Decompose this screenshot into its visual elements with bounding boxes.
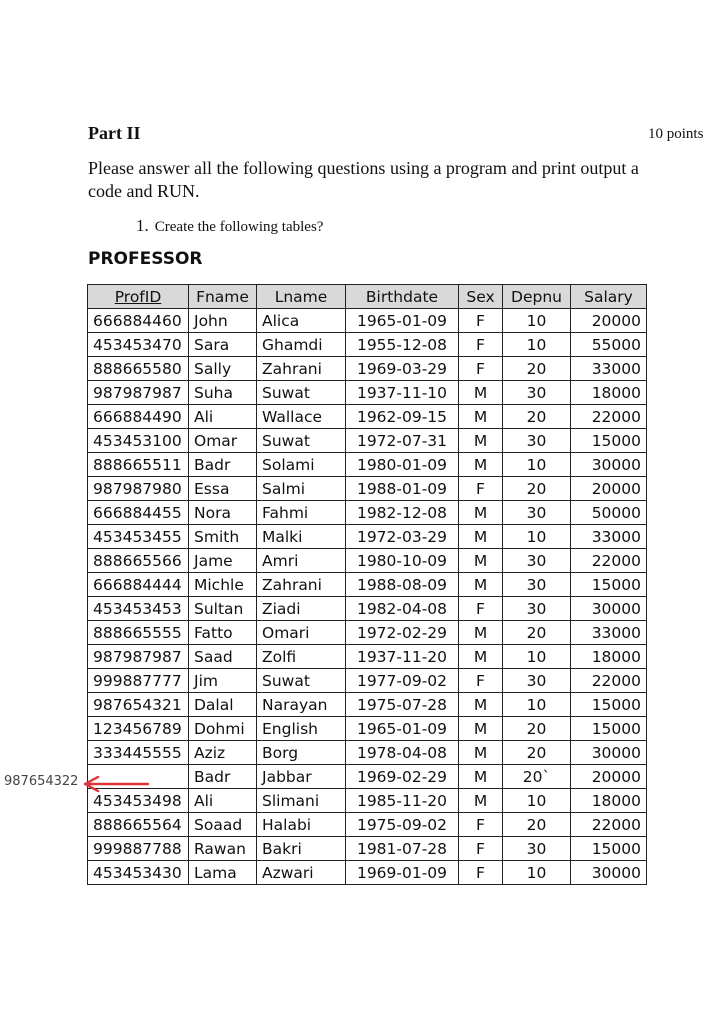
fname-cell: Jim bbox=[189, 669, 257, 693]
salary-cell: 30000 bbox=[571, 453, 647, 477]
question-number: 1. bbox=[136, 216, 149, 235]
depnu-cell: 20 bbox=[503, 405, 571, 429]
table-row bbox=[88, 813, 647, 837]
table-row bbox=[88, 669, 647, 693]
fname-cell: Sally bbox=[189, 357, 257, 381]
depnu-cell: 10 bbox=[503, 861, 571, 885]
lname-cell: Zolfi bbox=[257, 645, 346, 669]
salary-cell: 18000 bbox=[571, 381, 647, 405]
fname-cell: Smith bbox=[189, 525, 257, 549]
fname-cell: Soaad bbox=[189, 813, 257, 837]
birthdate-cell: 1972-03-29 bbox=[346, 525, 459, 549]
profid-cell: 333445555 bbox=[88, 741, 189, 765]
profid-cell: 987987987 bbox=[88, 381, 189, 405]
sex-cell: F bbox=[459, 861, 503, 885]
table-row bbox=[88, 741, 647, 765]
lname-cell: Alica bbox=[257, 309, 346, 333]
table-row bbox=[88, 621, 647, 645]
table-row bbox=[88, 501, 647, 525]
birthdate-cell: 1978-04-08 bbox=[346, 741, 459, 765]
column-header-profid: ProfID bbox=[88, 285, 189, 309]
salary-cell: 55000 bbox=[571, 333, 647, 357]
table-row bbox=[88, 333, 647, 357]
salary-cell: 33000 bbox=[571, 621, 647, 645]
lname-cell: English bbox=[257, 717, 346, 741]
depnu-cell: 30 bbox=[503, 837, 571, 861]
sex-cell: M bbox=[459, 693, 503, 717]
table-row bbox=[88, 717, 647, 741]
birthdate-cell: 1969-01-09 bbox=[346, 861, 459, 885]
fname-cell: Sara bbox=[189, 333, 257, 357]
salary-cell: 15000 bbox=[571, 693, 647, 717]
lname-cell: Ghamdi bbox=[257, 333, 346, 357]
question-text: Create the following tables? bbox=[154, 219, 324, 235]
table-title: PROFESSOR bbox=[88, 249, 203, 269]
lname-cell: Suwat bbox=[257, 429, 346, 453]
depnu-cell: 10 bbox=[503, 789, 571, 813]
birthdate-cell: 1965-01-09 bbox=[346, 309, 459, 333]
handwritten-id-annotation: 987654322 bbox=[4, 774, 79, 789]
professor-table bbox=[87, 284, 647, 885]
profid-cell: 888665580 bbox=[88, 357, 189, 381]
birthdate-cell: 1962-09-15 bbox=[346, 405, 459, 429]
salary-cell: 18000 bbox=[571, 789, 647, 813]
depnu-cell: 10 bbox=[503, 309, 571, 333]
depnu-cell: 30 bbox=[503, 501, 571, 525]
salary-cell: 50000 bbox=[571, 501, 647, 525]
salary-cell: 20000 bbox=[571, 765, 647, 789]
salary-cell: 15000 bbox=[571, 573, 647, 597]
depnu-cell: 10 bbox=[503, 333, 571, 357]
lname-cell: Zahrani bbox=[257, 573, 346, 597]
salary-cell: 15000 bbox=[571, 837, 647, 861]
salary-cell: 30000 bbox=[571, 861, 647, 885]
sex-cell: M bbox=[459, 405, 503, 429]
points-label: 10 points bbox=[648, 126, 704, 142]
sex-cell: M bbox=[459, 549, 503, 573]
fname-cell: Essa bbox=[189, 477, 257, 501]
table-row bbox=[88, 861, 647, 885]
table-row bbox=[88, 789, 647, 813]
salary-cell: 22000 bbox=[571, 405, 647, 429]
profid-cell: 999887788 bbox=[88, 837, 189, 861]
column-header-depnu: Depnu bbox=[503, 285, 571, 309]
birthdate-cell: 1980-10-09 bbox=[346, 549, 459, 573]
salary-cell: 22000 bbox=[571, 549, 647, 573]
table-row bbox=[88, 453, 647, 477]
fname-cell: Badr bbox=[189, 453, 257, 477]
salary-cell: 22000 bbox=[571, 813, 647, 837]
fname-cell: Lama bbox=[189, 861, 257, 885]
salary-cell: 18000 bbox=[571, 645, 647, 669]
depnu-cell: 20` bbox=[503, 765, 571, 789]
profid-cell: 453453455 bbox=[88, 525, 189, 549]
lname-cell: Azwari bbox=[257, 861, 346, 885]
profid-cell: 453453100 bbox=[88, 429, 189, 453]
birthdate-cell: 1985-11-20 bbox=[346, 789, 459, 813]
salary-cell: 22000 bbox=[571, 669, 647, 693]
sex-cell: M bbox=[459, 765, 503, 789]
birthdate-cell: 1937-11-20 bbox=[346, 645, 459, 669]
table-row bbox=[88, 573, 647, 597]
table-row bbox=[88, 381, 647, 405]
profid-cell: 987654321 bbox=[88, 693, 189, 717]
table-row bbox=[88, 309, 647, 333]
birthdate-cell: 1972-02-29 bbox=[346, 621, 459, 645]
profid-cell: 888665564 bbox=[88, 813, 189, 837]
sex-cell: F bbox=[459, 357, 503, 381]
lname-cell: Fahmi bbox=[257, 501, 346, 525]
depnu-cell: 10 bbox=[503, 693, 571, 717]
depnu-cell: 30 bbox=[503, 597, 571, 621]
fname-cell: Aziz bbox=[189, 741, 257, 765]
fname-cell: Saad bbox=[189, 645, 257, 669]
salary-cell: 30000 bbox=[571, 597, 647, 621]
instructions-text: Please answer all the following questions using a program and print output a code and RUN. bbox=[88, 158, 639, 201]
sex-cell: M bbox=[459, 453, 503, 477]
fname-cell: Dalal bbox=[189, 693, 257, 717]
table-header-row bbox=[88, 285, 647, 309]
fname-cell: Nora bbox=[189, 501, 257, 525]
part-title: Part II bbox=[88, 123, 141, 143]
depnu-cell: 20 bbox=[503, 717, 571, 741]
column-header-fname: Fname bbox=[189, 285, 257, 309]
fname-cell: Rawan bbox=[189, 837, 257, 861]
left-arrow-icon bbox=[80, 776, 150, 792]
depnu-cell: 20 bbox=[503, 621, 571, 645]
sex-cell: M bbox=[459, 429, 503, 453]
sex-cell: F bbox=[459, 333, 503, 357]
lname-cell: Wallace bbox=[257, 405, 346, 429]
table-row bbox=[88, 837, 647, 861]
fname-cell: Omar bbox=[189, 429, 257, 453]
birthdate-cell: 1975-07-28 bbox=[346, 693, 459, 717]
salary-cell: 33000 bbox=[571, 525, 647, 549]
table-row bbox=[88, 357, 647, 381]
lname-cell: Borg bbox=[257, 741, 346, 765]
lname-cell: Zahrani bbox=[257, 357, 346, 381]
birthdate-cell: 1975-09-02 bbox=[346, 813, 459, 837]
fname-cell: Fatto bbox=[189, 621, 257, 645]
sex-cell: M bbox=[459, 573, 503, 597]
fname-cell: Michle bbox=[189, 573, 257, 597]
sex-cell: M bbox=[459, 381, 503, 405]
salary-cell: 20000 bbox=[571, 477, 647, 501]
lname-cell: Omari bbox=[257, 621, 346, 645]
birthdate-cell: 1955-12-08 bbox=[346, 333, 459, 357]
profid-cell: 999887777 bbox=[88, 669, 189, 693]
table-row bbox=[88, 525, 647, 549]
sex-cell: F bbox=[459, 813, 503, 837]
profid-cell: 123456789 bbox=[88, 717, 189, 741]
column-header-lname: Lname bbox=[257, 285, 346, 309]
fname-cell: Suha bbox=[189, 381, 257, 405]
lname-cell: Ziadi bbox=[257, 597, 346, 621]
profid-cell: 453453453 bbox=[88, 597, 189, 621]
lname-cell: Halabi bbox=[257, 813, 346, 837]
fname-cell: John bbox=[189, 309, 257, 333]
depnu-cell: 30 bbox=[503, 549, 571, 573]
table-row bbox=[88, 693, 647, 717]
birthdate-cell: 1982-04-08 bbox=[346, 597, 459, 621]
column-header-salary: Salary bbox=[571, 285, 647, 309]
sex-cell: M bbox=[459, 621, 503, 645]
profid-cell: 666884455 bbox=[88, 501, 189, 525]
birthdate-cell: 1965-01-09 bbox=[346, 717, 459, 741]
table-row bbox=[88, 645, 647, 669]
sex-cell: F bbox=[459, 669, 503, 693]
profid-cell: 666884490 bbox=[88, 405, 189, 429]
profid-cell: 888665511 bbox=[88, 453, 189, 477]
table-row bbox=[88, 405, 647, 429]
table-row bbox=[88, 429, 647, 453]
depnu-cell: 20 bbox=[503, 477, 571, 501]
salary-cell: 30000 bbox=[571, 741, 647, 765]
question-item bbox=[136, 216, 323, 236]
profid-cell: 453453470 bbox=[88, 333, 189, 357]
sex-cell: M bbox=[459, 525, 503, 549]
sex-cell: M bbox=[459, 717, 503, 741]
lname-cell: Malki bbox=[257, 525, 346, 549]
birthdate-cell: 1972-07-31 bbox=[346, 429, 459, 453]
depnu-cell: 20 bbox=[503, 813, 571, 837]
column-header-birthdate: Birthdate bbox=[346, 285, 459, 309]
lname-cell: Solami bbox=[257, 453, 346, 477]
table-row bbox=[88, 597, 647, 621]
birthdate-cell: 1988-01-09 bbox=[346, 477, 459, 501]
profid-cell: 666884444 bbox=[88, 573, 189, 597]
birthdate-cell: 1969-02-29 bbox=[346, 765, 459, 789]
profid-cell: 987987987 bbox=[88, 645, 189, 669]
depnu-cell: 10 bbox=[503, 525, 571, 549]
sex-cell: F bbox=[459, 477, 503, 501]
sex-cell: F bbox=[459, 597, 503, 621]
depnu-cell: 10 bbox=[503, 453, 571, 477]
birthdate-cell: 1982-12-08 bbox=[346, 501, 459, 525]
fname-cell: Ali bbox=[189, 789, 257, 813]
lname-cell: Salmi bbox=[257, 477, 346, 501]
fname-cell: Ali bbox=[189, 405, 257, 429]
lname-cell: Slimani bbox=[257, 789, 346, 813]
profid-cell: 987987980 bbox=[88, 477, 189, 501]
profid-cell: 888665566 bbox=[88, 549, 189, 573]
salary-cell: 33000 bbox=[571, 357, 647, 381]
fname-cell: Jame bbox=[189, 549, 257, 573]
depnu-cell: 20 bbox=[503, 741, 571, 765]
birthdate-cell: 1980-01-09 bbox=[346, 453, 459, 477]
column-header-sex: Sex bbox=[459, 285, 503, 309]
sex-cell: M bbox=[459, 789, 503, 813]
lname-cell: Suwat bbox=[257, 669, 346, 693]
profid-cell: 888665555 bbox=[88, 621, 189, 645]
sex-cell: M bbox=[459, 645, 503, 669]
sex-cell: M bbox=[459, 741, 503, 765]
sex-cell: F bbox=[459, 309, 503, 333]
salary-cell: 15000 bbox=[571, 429, 647, 453]
lname-cell: Bakri bbox=[257, 837, 346, 861]
table-row bbox=[88, 549, 647, 573]
lname-cell: Jabbar bbox=[257, 765, 346, 789]
depnu-cell: 30 bbox=[503, 429, 571, 453]
depnu-cell: 30 bbox=[503, 381, 571, 405]
birthdate-cell: 1969-03-29 bbox=[346, 357, 459, 381]
table-row bbox=[88, 477, 647, 501]
lname-cell: Amri bbox=[257, 549, 346, 573]
birthdate-cell: 1977-09-02 bbox=[346, 669, 459, 693]
fname-cell: Dohmi bbox=[189, 717, 257, 741]
depnu-cell: 10 bbox=[503, 645, 571, 669]
lname-cell: Suwat bbox=[257, 381, 346, 405]
sex-cell: M bbox=[459, 501, 503, 525]
fname-cell: Sultan bbox=[189, 597, 257, 621]
profid-cell: 453453430 bbox=[88, 861, 189, 885]
lname-cell: Narayan bbox=[257, 693, 346, 717]
fname-cell: Badr bbox=[189, 765, 257, 789]
depnu-cell: 30 bbox=[503, 573, 571, 597]
birthdate-cell: 1988-08-09 bbox=[346, 573, 459, 597]
table-row bbox=[88, 765, 647, 789]
salary-cell: 20000 bbox=[571, 309, 647, 333]
birthdate-cell: 1981-07-28 bbox=[346, 837, 459, 861]
depnu-cell: 30 bbox=[503, 669, 571, 693]
profid-cell: 453453498 bbox=[88, 789, 189, 813]
depnu-cell: 20 bbox=[503, 357, 571, 381]
sex-cell: F bbox=[459, 837, 503, 861]
profid-cell: 666884460 bbox=[88, 309, 189, 333]
birthdate-cell: 1937-11-10 bbox=[346, 381, 459, 405]
salary-cell: 15000 bbox=[571, 717, 647, 741]
